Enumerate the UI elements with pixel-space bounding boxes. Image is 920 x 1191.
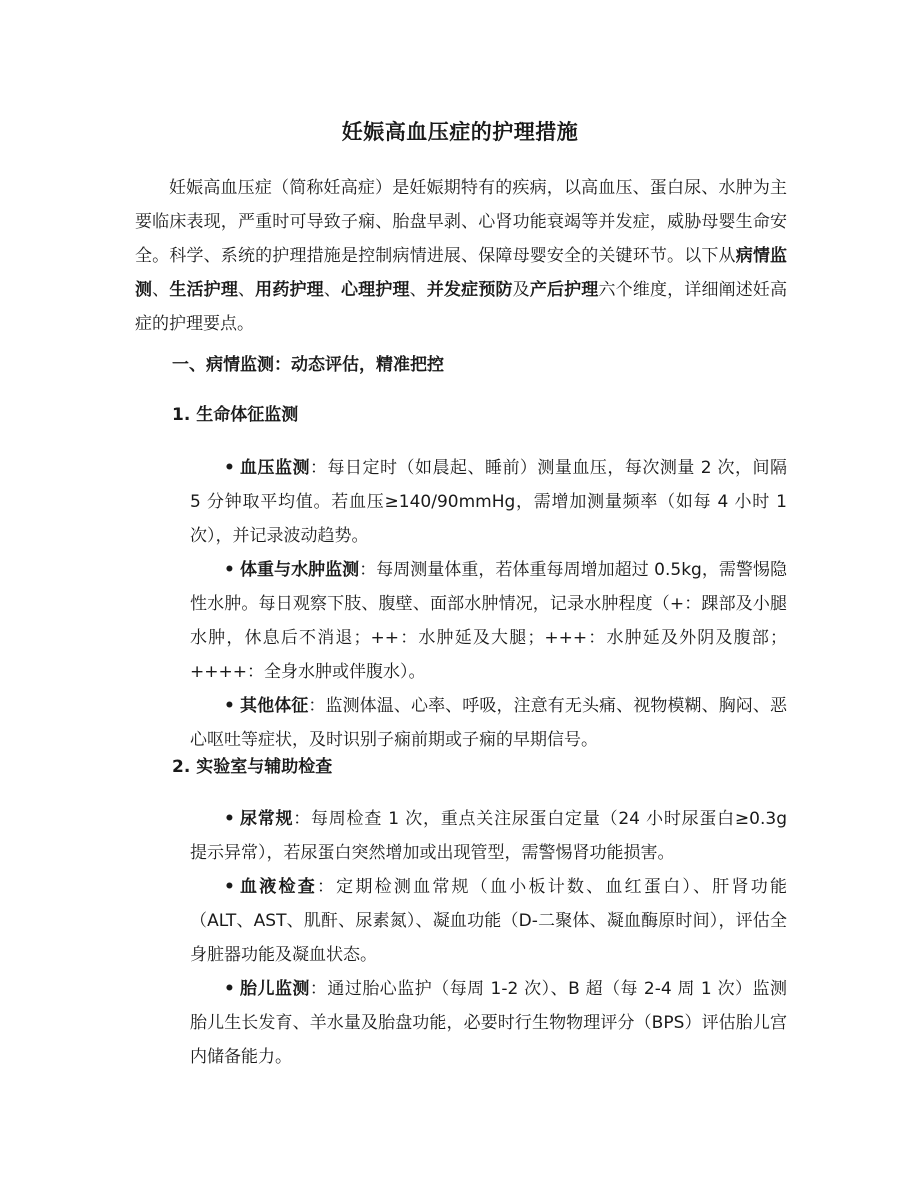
item-text: ：定期检测血常规（血小板计数、血红蛋白）、肝肾功能（ALT、AST、肌酐、尿素氮）、凝血功能（D-二聚体、凝血酶原时间），评估全身脏器功能及凝血状态。	[190, 877, 788, 965]
bullet-icon: •	[224, 560, 235, 580]
item-label: 血压监测	[240, 458, 310, 478]
intro-separator: 、	[152, 280, 170, 300]
bullet-icon: •	[224, 696, 235, 716]
intro-separator: 、	[238, 280, 256, 300]
lab-tests-list	[190, 802, 787, 1074]
item-label: 尿常规	[240, 809, 294, 829]
intro-keyword: 用药护理	[255, 280, 324, 300]
intro-text: 妊娠高血压症（简称妊高症）是妊娠期特有的疾病，以高血压、蛋白尿、水肿为主要临床表现，严重时可导致子痫、胎盘早剥、心肾功能衰竭等并发症，威胁母婴生命安全。科学、系统的护理措施是控制病情进展、保障母婴安全的关键环节。以下从	[135, 178, 787, 266]
intro-paragraph	[135, 171, 787, 341]
item-text: ：通过胎心监护（每周 1-2 次）、B 超（每 2-4 周 1 次）监测胎儿生长发育、羊水量及胎盘功能，必要时行生物物理评分（BPS）评估胎儿宫内储备能力。	[190, 979, 788, 1067]
vital-signs-list	[190, 451, 787, 757]
list-item	[190, 689, 787, 757]
intro-keyword: 生活护理	[169, 280, 238, 300]
intro-keyword: 并发症预防	[426, 280, 513, 300]
bullet-icon: •	[224, 979, 235, 999]
item-text: ：监测体温、心率、呼吸，注意有无头痛、视物模糊、胸闷、恶心呕吐等症状，及时识别子痫前期或子痫的早期信号。	[190, 696, 788, 750]
intro-text: 六个维度，详细阐述妊高症的护理要点。	[135, 280, 788, 334]
intro-separator: 及	[512, 280, 530, 300]
list-item	[190, 451, 787, 553]
subsection-heading: 2. 实验室与辅助检查	[172, 757, 333, 777]
list-item	[190, 972, 787, 1074]
bullet-icon: •	[224, 458, 235, 478]
bullet-icon: •	[224, 809, 235, 829]
intro-keyword: 产后护理	[529, 280, 599, 300]
intro-separator: 、	[409, 280, 427, 300]
intro-keyword: 病情监测	[135, 246, 788, 300]
item-text: ：每周测量体重，若体重每周增加超过 0.5kg，需警惕隐性水肿。每日观察下肢、腹壁、面部水肿情况，记录水肿程度（+：踝部及小腿水肿，休息后不消退；++：水肿延及大腿；+++：水肿延及外阴及腹部；++++：全身水肿或伴腹水）。	[190, 560, 787, 682]
bullet-icon: •	[224, 877, 235, 897]
page-title: 妊娠高血压症的护理措施	[341, 120, 579, 144]
section-heading: 一、病情监测：动态评估，精准把控	[172, 355, 444, 375]
intro-keyword: 心理护理	[341, 280, 410, 300]
item-label: 体重与水肿监测	[240, 560, 360, 580]
item-text: ：每周检查 1 次，重点关注尿蛋白定量（24 小时尿蛋白≥0.3g 提示异常），若尿蛋白突然增加或出现管型，需警惕肾功能损害。	[190, 809, 787, 863]
subsection-heading: 1. 生命体征监测	[172, 405, 299, 425]
item-label: 血液检查	[240, 877, 317, 897]
item-label: 其他体征	[240, 696, 309, 716]
intro-separator: 、	[323, 280, 341, 300]
item-text: ：每日定时（如晨起、睡前）测量血压，每次测量 2 次，间隔 5 分钟取平均值。若血压≥140/90mmHg，需增加测量频率（如每 4 小时 1 次），并记录波动趋势。	[190, 458, 787, 546]
list-item	[190, 553, 787, 689]
item-label: 胎儿监测	[240, 979, 310, 999]
list-item	[190, 802, 787, 870]
list-item	[190, 870, 787, 972]
